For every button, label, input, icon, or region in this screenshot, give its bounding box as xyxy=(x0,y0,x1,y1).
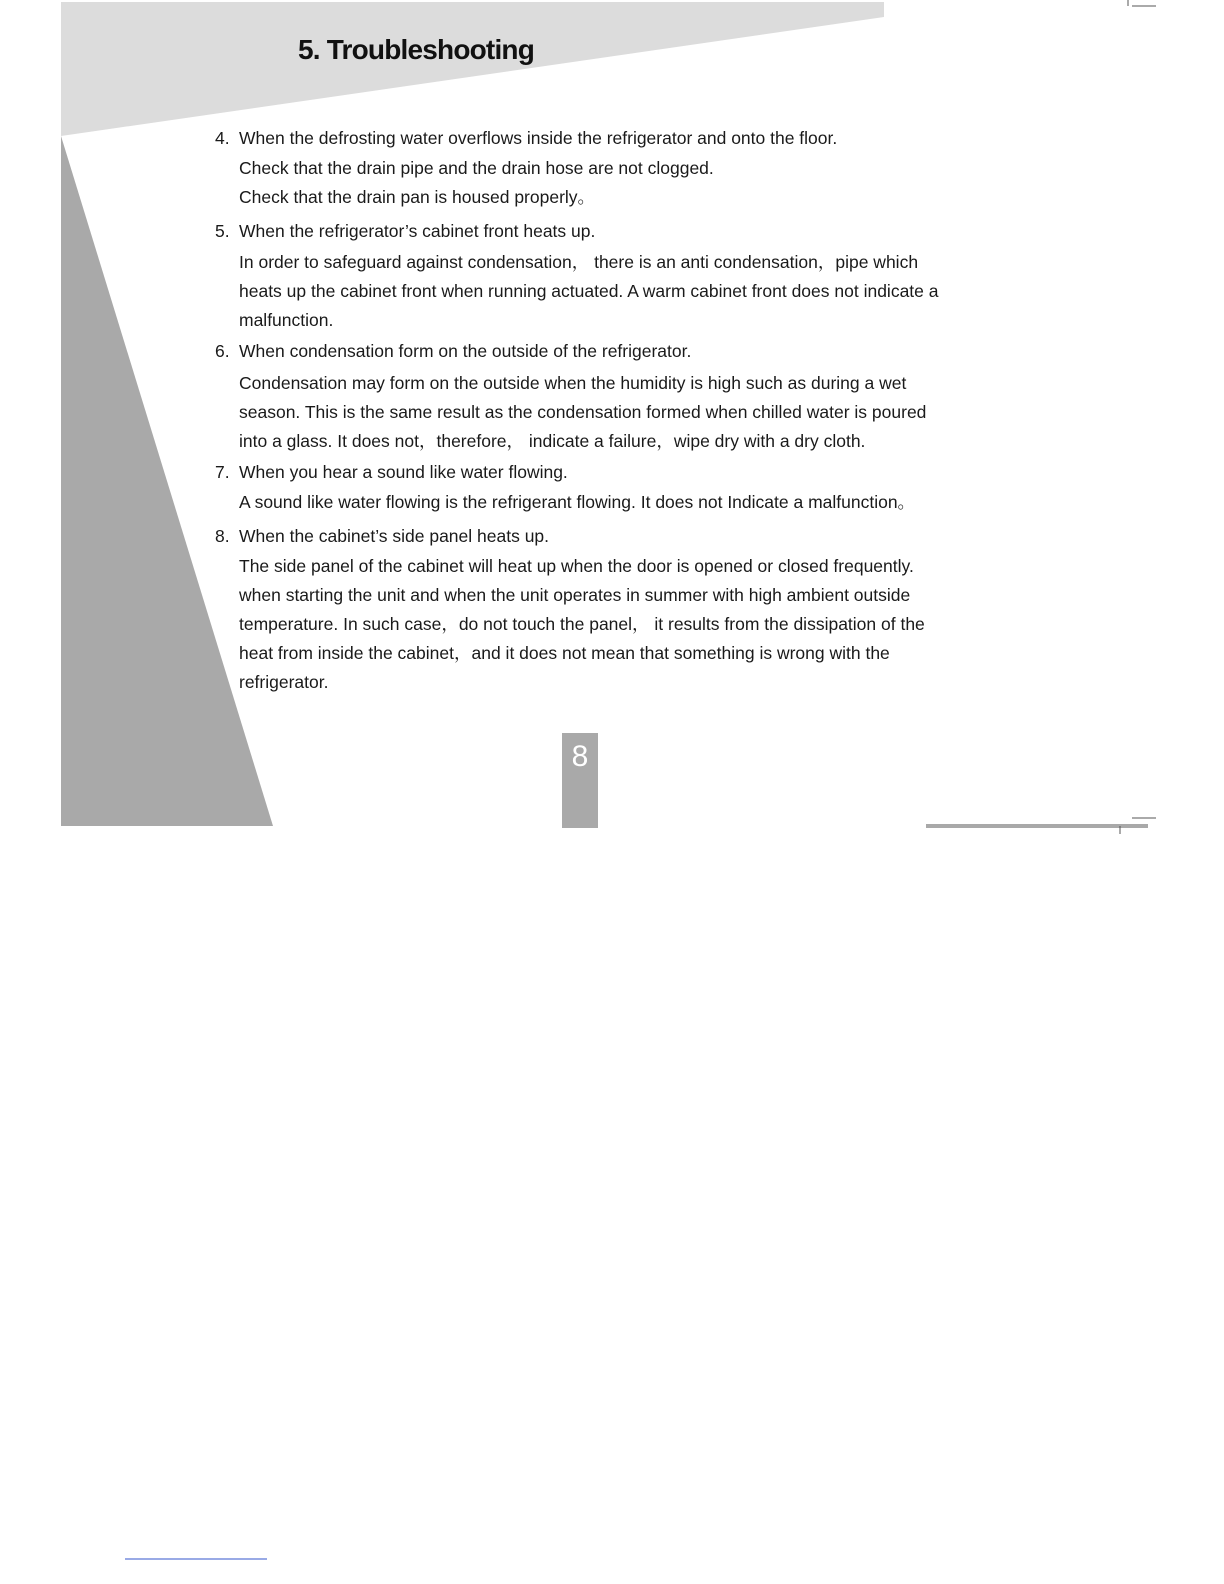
body-line: A sound like water flowing is the refrigerant flowing. It does not Indicate a malfunction。 xyxy=(239,492,916,512)
item-heading-text: When the refrigerator’s cabinet front heats up. xyxy=(239,221,596,241)
item-4-body xyxy=(239,154,714,212)
item-7-body xyxy=(239,488,915,517)
item-number: 5. xyxy=(215,221,230,241)
item-7-heading xyxy=(215,461,568,483)
body-line: when starting the unit and when the unit operates in summer with high ambient outside xyxy=(239,585,911,605)
item-8-heading xyxy=(215,525,549,547)
header-band xyxy=(61,2,884,136)
body-line: heats up the cabinet front when running actuated. A warm cabinet front does not indicate a xyxy=(239,281,939,301)
item-number: 6. xyxy=(215,341,230,361)
body-line: Check that the drain pan is housed properly。 xyxy=(239,187,596,207)
body-line: Condensation may form on the outside when the humidity is high such as during a wet xyxy=(239,373,907,393)
body-line: In order to safeguard against condensation， there is an anti condensation，pipe which xyxy=(239,252,919,272)
item-heading-text: When the defrosting water overflows inside the refrigerator and onto the floor. xyxy=(239,128,838,148)
item-4-heading xyxy=(215,127,837,149)
item-5-body xyxy=(239,248,939,335)
body-line: The side panel of the cabinet will heat up when the door is opened or closed frequently. xyxy=(239,556,914,576)
item-number: 4. xyxy=(215,128,230,148)
body-line: malfunction. xyxy=(239,310,334,330)
item-number: 7. xyxy=(215,462,230,482)
body-line: Check that the drain pipe and the drain hose are not clogged. xyxy=(239,158,714,178)
body-line: heat from inside the cabinet，and it does not mean that something is wrong with the xyxy=(239,643,890,663)
item-5-heading xyxy=(215,220,595,242)
item-heading-text: When condensation form on the outside of the refrigerator. xyxy=(239,341,692,361)
item-number: 8. xyxy=(215,526,230,546)
page-title: 5. Troubleshooting xyxy=(298,34,535,65)
body-line: into a glass. It does not，therefore， indicate a failure，wipe dry with a dry cloth. xyxy=(239,431,866,451)
body-line: season. This is the same result as the condensation formed when chilled water is poured xyxy=(239,402,927,422)
item-heading-text: When the cabinet’s side panel heats up. xyxy=(239,526,550,546)
body-line: refrigerator. xyxy=(239,672,329,692)
item-heading-text: When you hear a sound like water flowing. xyxy=(239,462,568,482)
item-6-heading xyxy=(215,340,691,362)
item-8-body xyxy=(239,552,925,697)
page-number: 8 xyxy=(562,733,598,828)
body-line: temperature. In such case，do not touch the panel， it results from the dissipation of the xyxy=(239,614,925,634)
item-6-body xyxy=(239,369,926,456)
